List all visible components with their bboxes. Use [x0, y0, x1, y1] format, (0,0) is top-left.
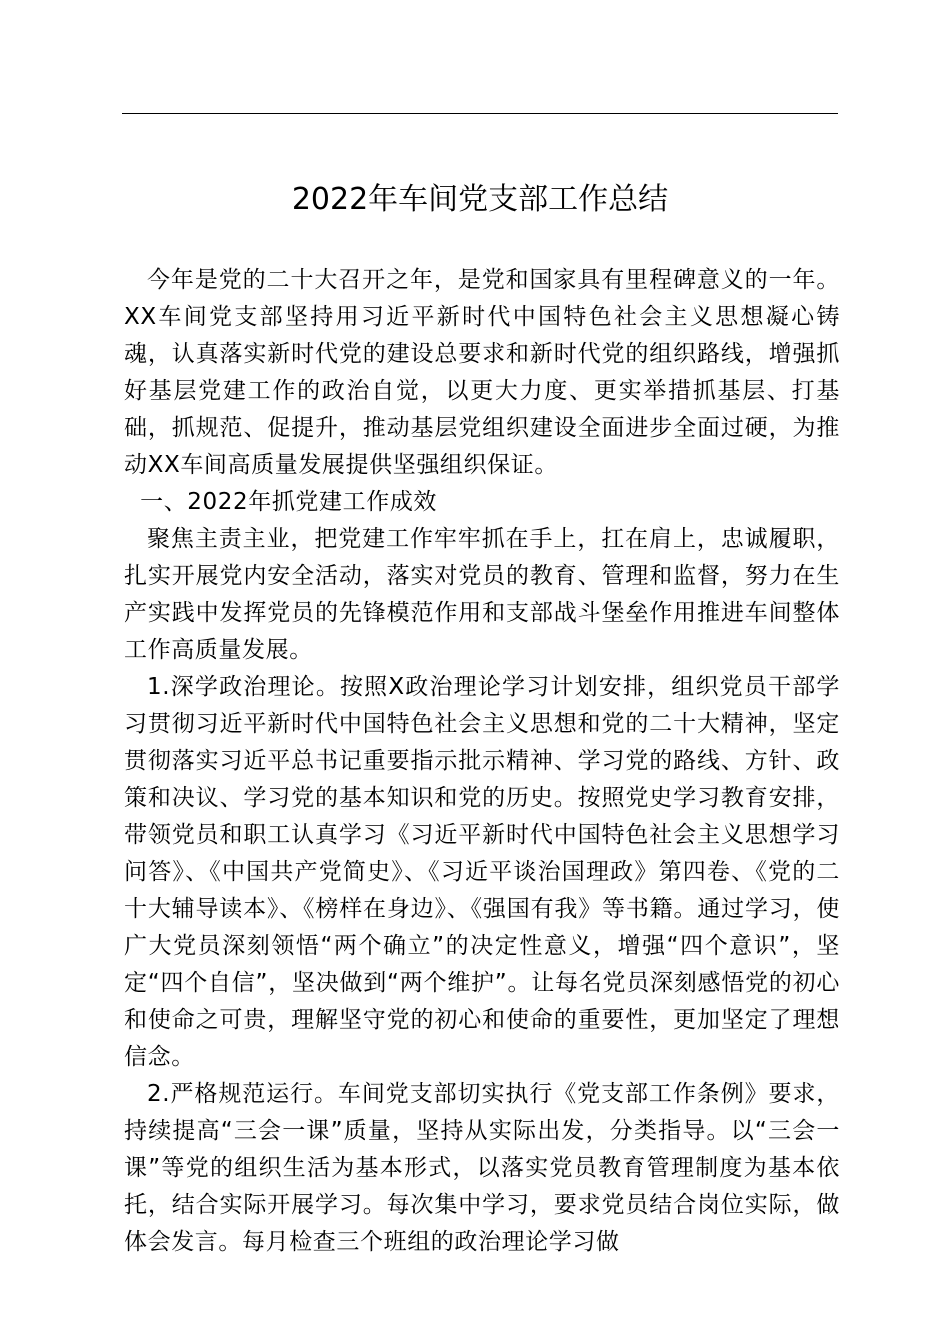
document-body	[124, 262, 840, 1261]
paragraph-item-2-standardized-operation: 2.严格规范运行。车间党支部切实执行《党支部工作条例》要求，持续提高“三会一课”质量，坚持从实际出发，分类指导。以“三会一课”等党的组织生活为基本形式，以落实党员教育管理制度为基本依托，结合实际开展学习。每次集中学习，要求党员结合岗位实际，做体会发言。每月检查三个班组的政治理论学习做	[124, 1081, 840, 1255]
section-heading-1: 一、2022年抓党建工作成效	[140, 489, 438, 515]
document-title: 2022年车间党支部工作总结	[291, 182, 669, 217]
header-rule	[122, 113, 838, 114]
paragraph-section-1-summary: 聚焦主责主业，把党建工作牢牢抓在手上，扛在肩上，忠诚履职，扎实开展党内安全活动，落实对党员的教育、管理和监督，努力在生产实践中发挥党员的先锋模范作用和支部战斗堡垒作用推进车间整体工作高质量发展。	[124, 526, 840, 663]
paragraph-item-1-theory-study: 1.深学政治理论。按照X政治理论学习计划安排，组织党员干部学习贯彻习近平新时代中国特色社会主义思想和党的二十大精神，坚定贯彻落实习近平总书记重要指示批示精神、学习党的路线、方针、政策和决议、学习党的基本知识和党的历史。按照党史学习教育安排，带领党员和职工认真学习《习近平新时代中国特色社会主义思想学习问答》、《中国共产党简史》、《习近平谈治国理政》第四卷、《党的二十大辅导读本》、《榜样在身边》、《强国有我》等书籍。通过学习，使广大党员深刻领悟“两个确立”的决定性意义，增强“四个意识”，坚定“四个自信”，坚决做到“两个维护”。让每名党员深刻感悟党的初心和使命之可贵，理解坚守党的初心和使命的重要性，更加坚定了理想信念。	[124, 674, 840, 1070]
paragraph-intro: 今年是党的二十大召开之年，是党和国家具有里程碑意义的一年。XX车间党支部坚持用习近平新时代中国特色社会主义思想凝心铸魂，认真落实新时代党的建设总要求和新时代党的组织路线，增强抓好基层党建工作的政治自觉，以更大力度、更实举措抓基层、打基础，抓规范、促提升，推动基层党组织建设全面进步全面过硬，为推动XX车间高质量发展提供坚强组织保证。	[124, 267, 840, 478]
